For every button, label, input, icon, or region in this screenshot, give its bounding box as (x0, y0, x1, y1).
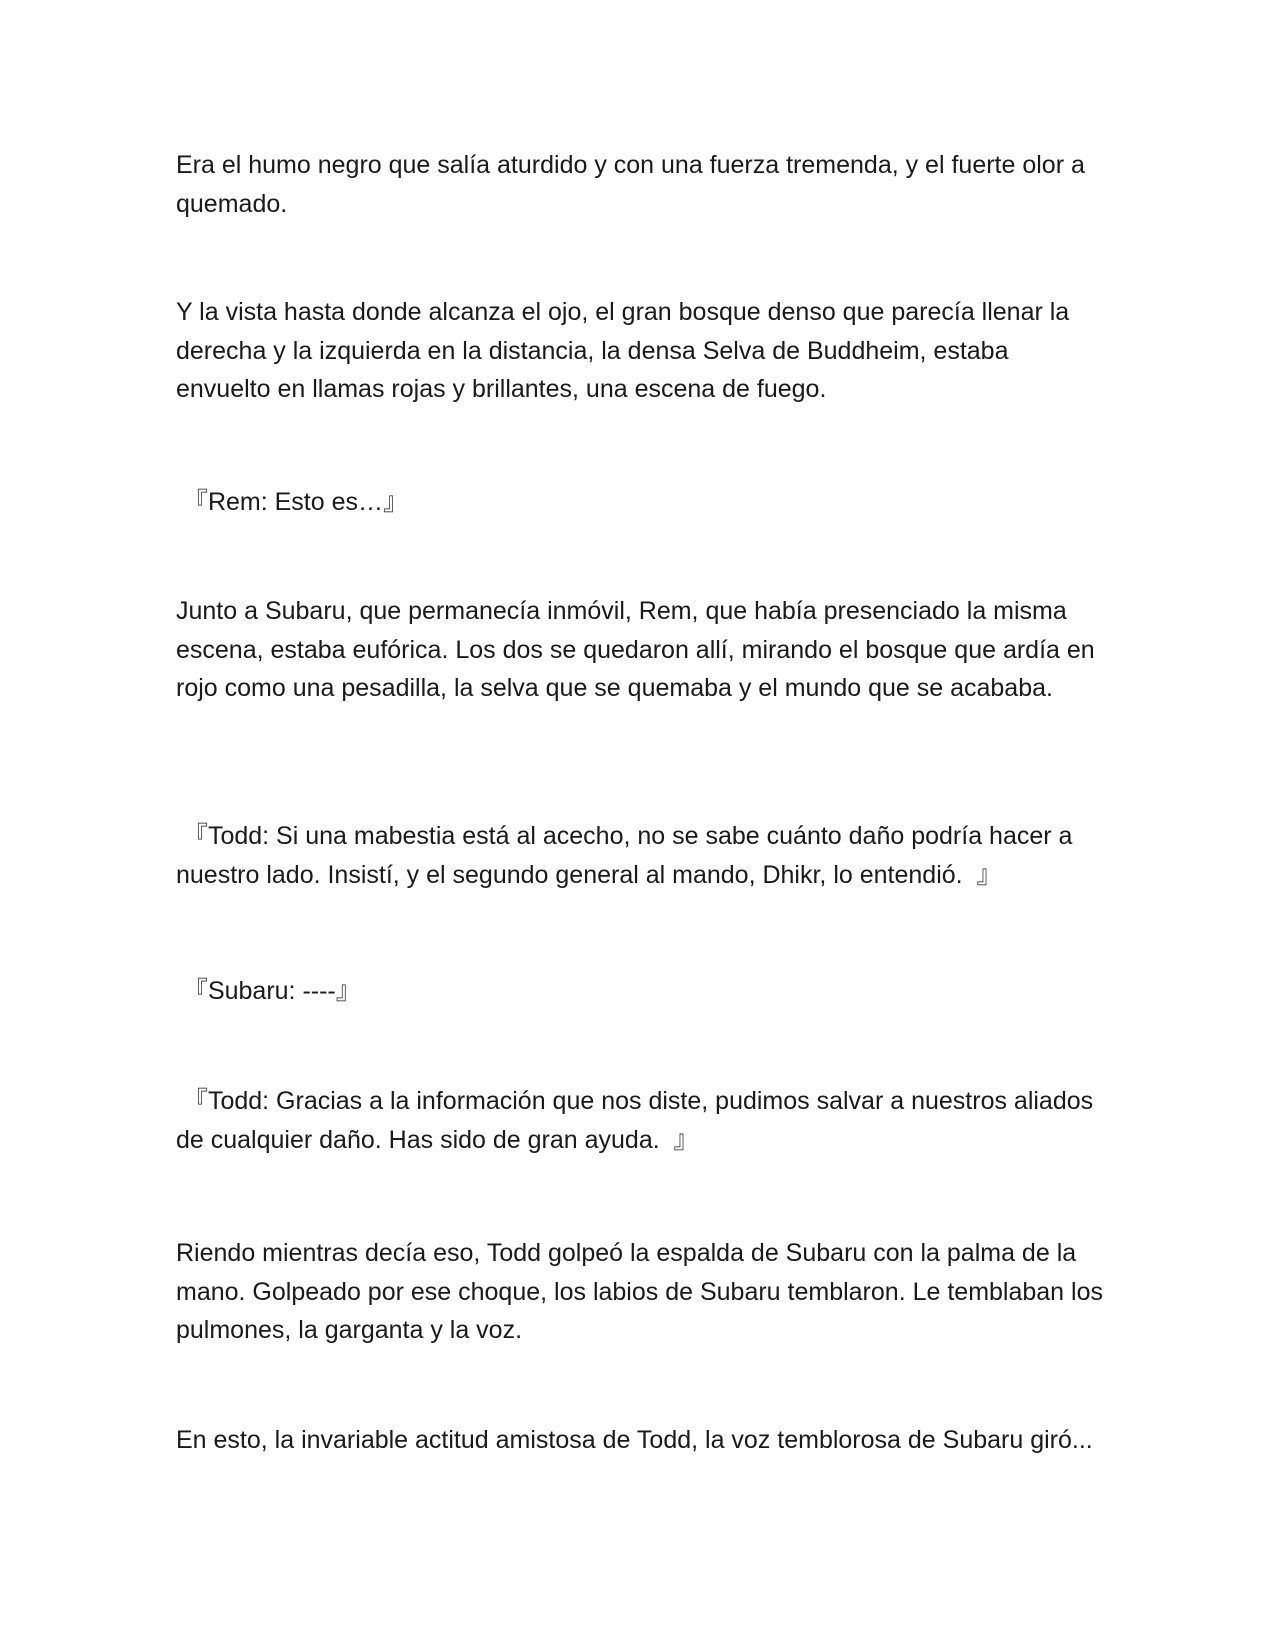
dialogue-todd-2: 『Todd: Gracias a la información que nos diste, pudimos salvar a nuestros aliados de cualquier daño. Has sido de gran ayuda. 』 (176, 1087, 1094, 1154)
paragraph-smoke: Era el humo negro que salía aturdido y con una fuerza tremenda, y el fuerte olor a quemado. (176, 151, 1085, 218)
dialogue-todd-1: 『Todd: Si una mabestia está al acecho, no se sabe cuánto daño podría hacer a nuestro lado. Insistí, y el segundo general al mando, Dhikr, lo entendió. 』 (176, 822, 1073, 889)
paragraph-todd-laughing: Riendo mientras decía eso, Todd golpeó la espalda de Subaru con la palma de la mano. Golpeado por ese choque, los labios de Subaru temblaron. Le temblaban los pulmones, la garganta y la voz. (176, 1239, 1103, 1344)
paragraph-forest-fire: Y la vista hasta donde alcanza el ojo, el gran bosque denso que parecía llenar la derecha y la izquierda en la distancia, la densa Selva de Buddheim, estaba envuelto en llamas rojas y brillantes, una escena de fuego. (176, 298, 1070, 403)
paragraph-final: En esto, la invariable actitud amistosa de Todd, la voz temblorosa de Subaru giró... (176, 1426, 1093, 1454)
dialogue-subaru: 『Subaru: ----』 (176, 977, 361, 1005)
dialogue-rem: 『Rem: Esto es…』 (176, 488, 408, 516)
paragraph-subaru-rem: Junto a Subaru, que permanecía inmóvil, Rem, que había presenciado la misma escena, estaba eufórica. Los dos se quedaron allí, mirando el bosque que ardía en rojo como una pesadilla, la selva que se quemaba y el mundo que se acababa. (176, 597, 1095, 702)
